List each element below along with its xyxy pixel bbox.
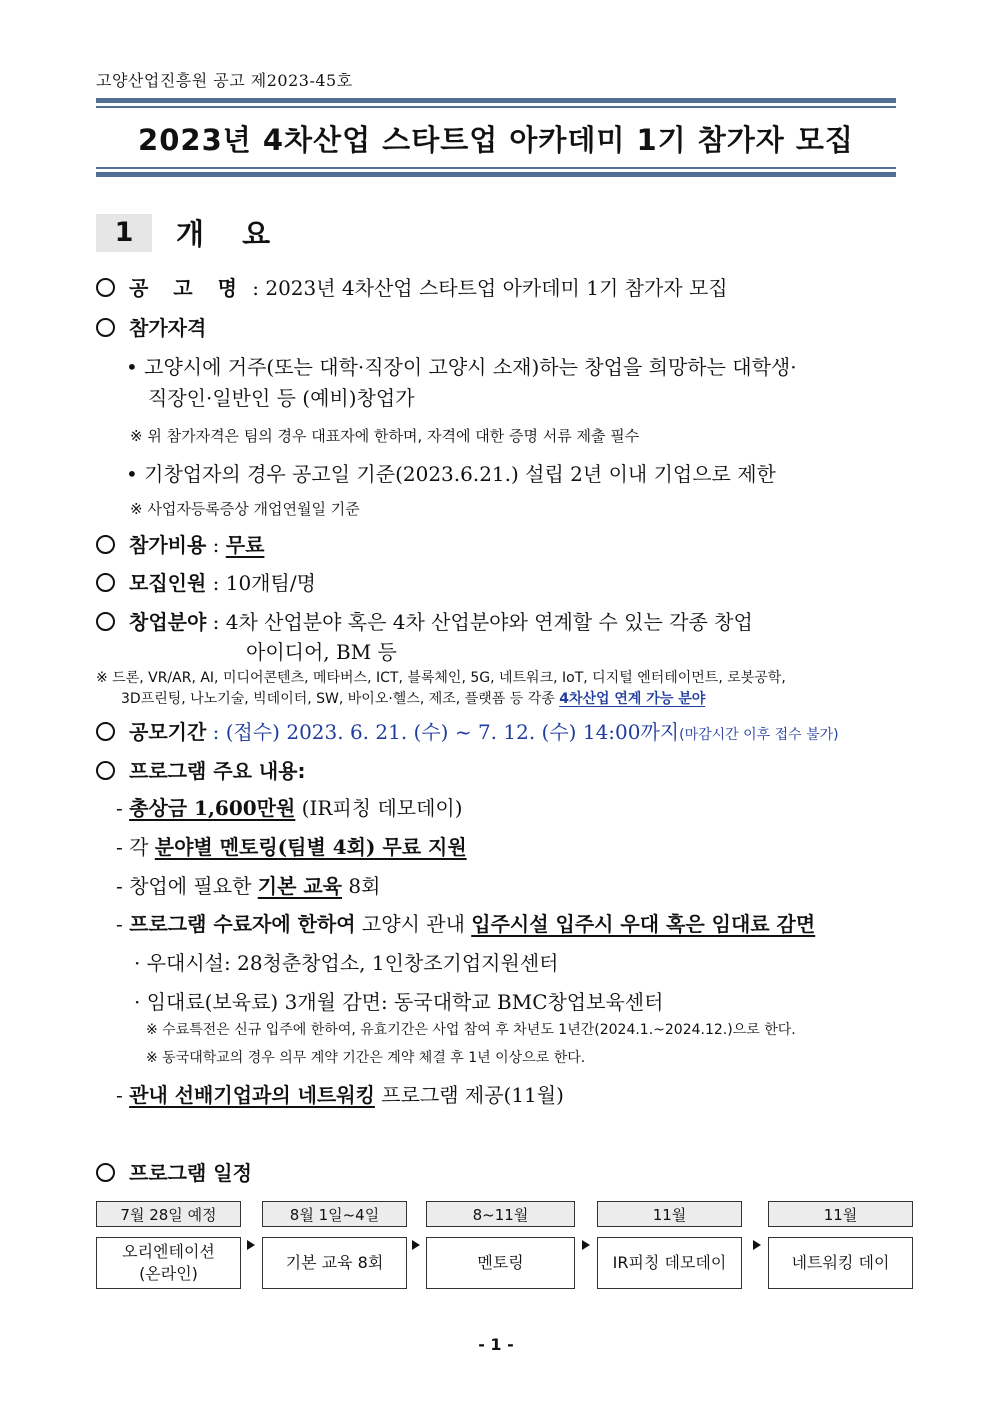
program-row (96, 755, 305, 784)
schedule-label: 프로그램 일정 (129, 1161, 252, 1185)
program-item-3 (116, 870, 380, 899)
field-label: 창업분야 (129, 610, 207, 634)
program-item-4-prefix: - (116, 912, 130, 936)
title-top-rule (96, 98, 896, 103)
recruits-label: 모집인원 (129, 571, 207, 595)
section-title: 개 요 (176, 217, 285, 251)
page-number: - 1 - (478, 1335, 514, 1354)
program-item-3-prefix: - 창업에 필요한 (116, 874, 258, 898)
schedule-step-1 (96, 1237, 241, 1289)
arrow-right-icon (247, 1240, 255, 1250)
field-note-emphasis: 4차산업 연계 가능 분야 (559, 691, 706, 707)
program-item-5 (116, 1079, 564, 1108)
arrow-right-icon (753, 1240, 761, 1250)
schedule-step-1-line-2: (온라인) (139, 1264, 198, 1283)
title-bottom-rule-thin (96, 167, 896, 169)
field-note-line-1: ※ 드론, VR/AR, AI, 미디어콘텐츠, 메타버스, ICT, 블록체인, 5G, 네트워크, IoT, 디지털 엔터테이먼트, 로봇공학, (96, 670, 786, 686)
eligibility-note-1: ※ 위 참가자격은 팀의 경우 대표자에 한하며, 자격에 대한 증명 서류 제출 필수 (130, 427, 640, 445)
schedule-step-5: 네트워킹 데이 (768, 1237, 913, 1289)
period-value: : (접수) 2023. 6. 21. (수) ~ 7. 12. (수) 14:00까지 (212, 720, 680, 744)
eligibility-bullet-1-line-2: 직장인·일반인 등 (예비)창업가 (148, 386, 415, 410)
schedule-date-1: 7월 28일 예정 (96, 1201, 241, 1227)
notice-name-label: 공 고 명 (129, 276, 246, 300)
circle-bullet-icon (96, 535, 115, 554)
program-item-5-emphasis: 관내 선배기업과의 네트워킹 (129, 1083, 375, 1107)
program-item-3-rest: 8회 (342, 874, 381, 898)
field-row (96, 606, 753, 635)
schedule-date-4: 11월 (597, 1201, 742, 1227)
arrow-right-icon (412, 1240, 420, 1250)
program-item-2-prefix: - 각 (116, 835, 155, 859)
field-value-line-1: : 4차 산업분야 혹은 4차 산업분야와 연계할 수 있는 각종 창업 (212, 610, 753, 634)
program-sub-2: · 임대료(보육료) 3개월 감면: 동국대학교 BMC창업보육센터 (134, 990, 664, 1014)
program-item-4-emphasis: 입주시설 입주시 우대 혹은 임대료 감면 (471, 912, 816, 936)
arrow-right-icon (582, 1240, 590, 1250)
circle-bullet-icon (96, 722, 115, 741)
fee-row (96, 529, 264, 558)
program-item-4 (116, 908, 815, 937)
notice-name-row (96, 272, 728, 301)
program-item-2 (116, 831, 467, 860)
notice-name-value: : 2023년 4차산업 스타트업 아카데미 1기 참가자 모집 (252, 276, 728, 300)
schedule-date-5: 11월 (768, 1201, 913, 1227)
eligibility-label: 참가자격 (129, 316, 207, 340)
program-item-1-rest: (IR피칭 데모데이) (295, 796, 463, 820)
section-number: 1 (96, 214, 152, 252)
eligibility-note-2: ※ 사업자등록증상 개업연월일 기준 (130, 500, 360, 518)
field-value-line-2: 아이디어, BM 등 (246, 640, 397, 664)
circle-bullet-icon (96, 1163, 115, 1182)
fee-label: 참가비용 (129, 533, 207, 557)
circle-bullet-icon (96, 318, 115, 337)
circle-bullet-icon (96, 573, 115, 592)
document-title: 2023년 4차산업 스타트업 아카데미 1기 참가자 모집 (138, 123, 854, 157)
circle-bullet-icon (96, 761, 115, 780)
schedule-step-1-line-1: 오리엔테이션 (122, 1242, 215, 1261)
program-label: 프로그램 주요 내용: (129, 759, 306, 783)
schedule-date-3: 8~11월 (426, 1201, 575, 1227)
schedule-date-2: 8월 1일~4일 (262, 1201, 407, 1227)
program-item-3-emphasis: 기본 교육 (257, 874, 342, 898)
notice-number: 고양산업진흥원 공고 제2023-45호 (96, 71, 353, 90)
program-item-1 (116, 792, 463, 821)
fee-separator: : (212, 533, 220, 557)
period-row (96, 716, 839, 745)
program-sub-1: · 우대시설: 28청춘창업소, 1인창조기업지원센터 (134, 951, 559, 975)
program-item-2-emphasis: 분야별 멘토링(팀별 4회) 무료 지원 (154, 835, 467, 859)
circle-bullet-icon (96, 612, 115, 631)
schedule-step-3: 멘토링 (426, 1237, 575, 1289)
schedule-row (96, 1157, 252, 1186)
field-note-line-2 (121, 688, 705, 708)
recruits-value: : 10개팀/명 (212, 571, 316, 595)
program-item-5-rest: 프로그램 제공(11월) (374, 1083, 564, 1107)
eligibility-bullet-2: • 기창업자의 경우 공고일 기준(2023.6.21.) 설립 2년 이내 기업으로 제한 (126, 462, 776, 486)
program-item-5-prefix: - (116, 1083, 130, 1107)
program-item-4-mid: 고양시 관내 (355, 912, 472, 936)
program-item-4-bold: 프로그램 수료자에 한하여 (129, 912, 356, 936)
period-suffix: (마감시간 이후 접수 불가) (679, 727, 839, 743)
program-item-1-dash: - (116, 796, 123, 820)
fee-value: 무료 (225, 533, 265, 557)
eligibility-row (96, 312, 206, 341)
program-subnote-2: ※ 동국대학교의 경우 의무 계약 기간은 계약 체결 후 1년 이상으로 한다. (146, 1050, 586, 1066)
circle-bullet-icon (96, 278, 115, 297)
program-item-1-emphasis: 총상금 1,600만원 (129, 796, 296, 820)
eligibility-bullet-1-line-1: • 고양시에 거주(또는 대학·직장이 고양시 소재)하는 창업을 희망하는 대학생· (126, 355, 797, 379)
recruits-row (96, 567, 316, 596)
program-subnote-1: ※ 수료특전은 신규 입주에 한하여, 유효기간은 사업 참여 후 차년도 1년간(2024.1.~2024.12.)으로 한다. (146, 1022, 796, 1038)
field-note-plain: 3D프린팅, 나노기술, 빅데이터, SW, 바이오·헬스, 제조, 플랫폼 등 각종 (121, 691, 560, 707)
title-top-rule-thin (96, 106, 896, 108)
period-label: 공모기간 (129, 720, 207, 744)
title-bottom-rule (96, 172, 896, 177)
schedule-step-2: 기본 교육 8회 (262, 1237, 407, 1289)
schedule-step-4: IR피칭 데모데이 (597, 1237, 742, 1289)
